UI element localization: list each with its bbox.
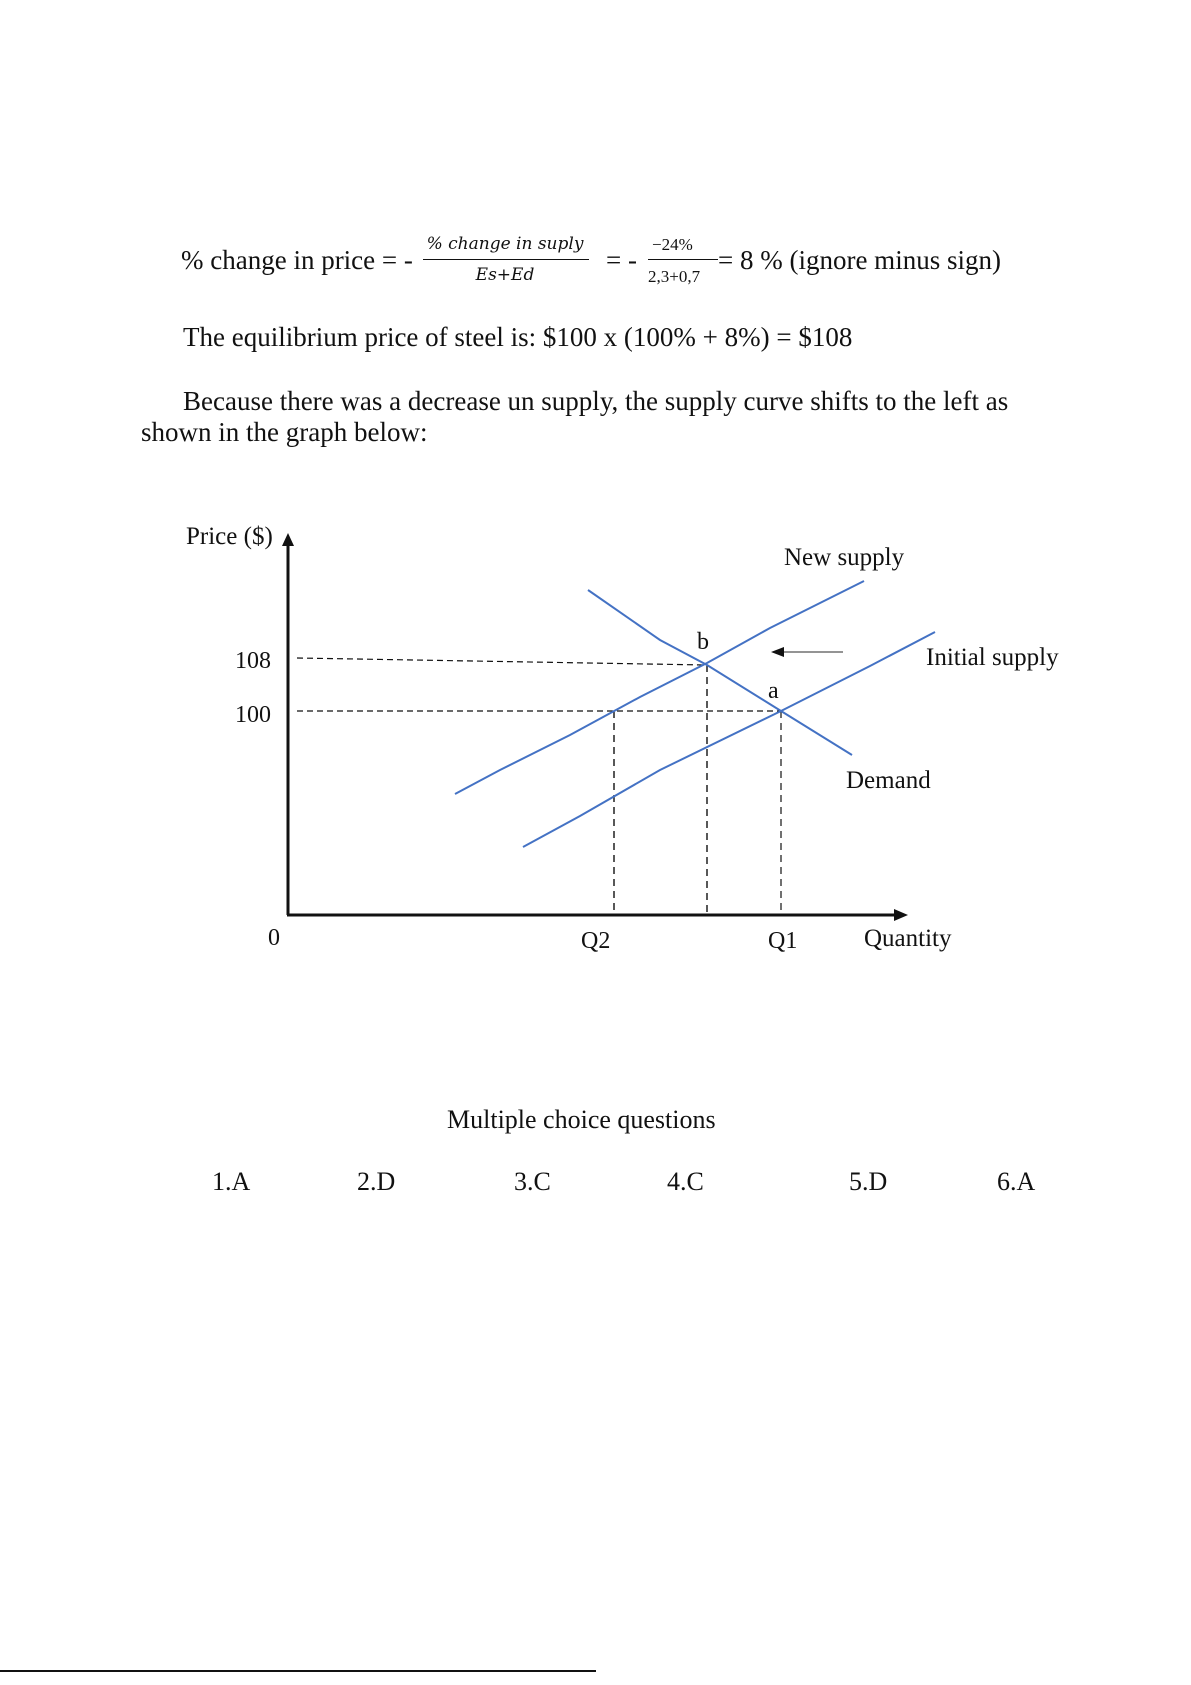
- mcq-answer-1: 1.A: [212, 1167, 251, 1196]
- mcq-answer-4: 4.C: [667, 1167, 704, 1196]
- point-b-label: b: [697, 629, 709, 655]
- new-supply-curve: [455, 581, 864, 794]
- y-axis-label: Price ($): [186, 523, 273, 550]
- mcq-title: Multiple choice questions: [447, 1105, 716, 1134]
- y-axis-arrowhead: [282, 533, 294, 546]
- legend-demand: Demand: [846, 767, 931, 794]
- fraction-1-denominator: Es+Ed: [475, 265, 535, 285]
- paragraph-line-1: Because there was a decrease un supply, the supply curve shifts to the left as: [183, 386, 1009, 416]
- footnote-separator: [0, 1670, 596, 1672]
- formula-result: = 8 % (ignore minus sign): [718, 245, 1001, 275]
- initial-supply-curve: [523, 632, 935, 847]
- fraction-1-denominator-box: [420, 265, 590, 285]
- x-axis-label: Quantity: [864, 925, 952, 952]
- mcq-answer-5: 5.D: [849, 1167, 888, 1196]
- origin-label: 0: [268, 925, 280, 951]
- mcq-answer-2: 2.D: [357, 1167, 396, 1196]
- shift-arrow-head: [771, 647, 784, 657]
- equilibrium-text: The equilibrium price of steel is: $100 x (100% + 8%) = $108: [183, 322, 853, 352]
- fraction-2-denominator: 2,3+0,7: [648, 267, 701, 286]
- fraction-2-bar: [648, 259, 718, 260]
- y-tick-100: 100: [235, 702, 271, 728]
- formula-lhs: % change in price = -: [181, 245, 413, 275]
- fraction-1-bar: [423, 259, 589, 260]
- formula-equals-minus: = -: [606, 245, 637, 275]
- point-a-label: a: [768, 678, 779, 704]
- fraction-2-numerator: −24%: [652, 235, 693, 254]
- fraction-1-numerator: % change in suply: [426, 234, 584, 254]
- paragraph-line-2: shown in the graph below:: [141, 417, 428, 447]
- legend-initial-supply: Initial supply: [926, 644, 1059, 671]
- x-axis-arrowhead: [894, 909, 908, 921]
- mcq-answer-6: 6.A: [997, 1167, 1036, 1196]
- formula-fraction-1: [420, 234, 590, 254]
- y-tick-108: 108: [235, 648, 271, 674]
- demand-curve: [588, 590, 852, 755]
- price-108-guide: [297, 658, 706, 665]
- legend-new-supply: New supply: [784, 544, 905, 571]
- x-tick-q2: Q2: [581, 928, 611, 954]
- x-tick-q1: Q1: [768, 928, 798, 954]
- mcq-answer-3: 3.C: [514, 1167, 551, 1196]
